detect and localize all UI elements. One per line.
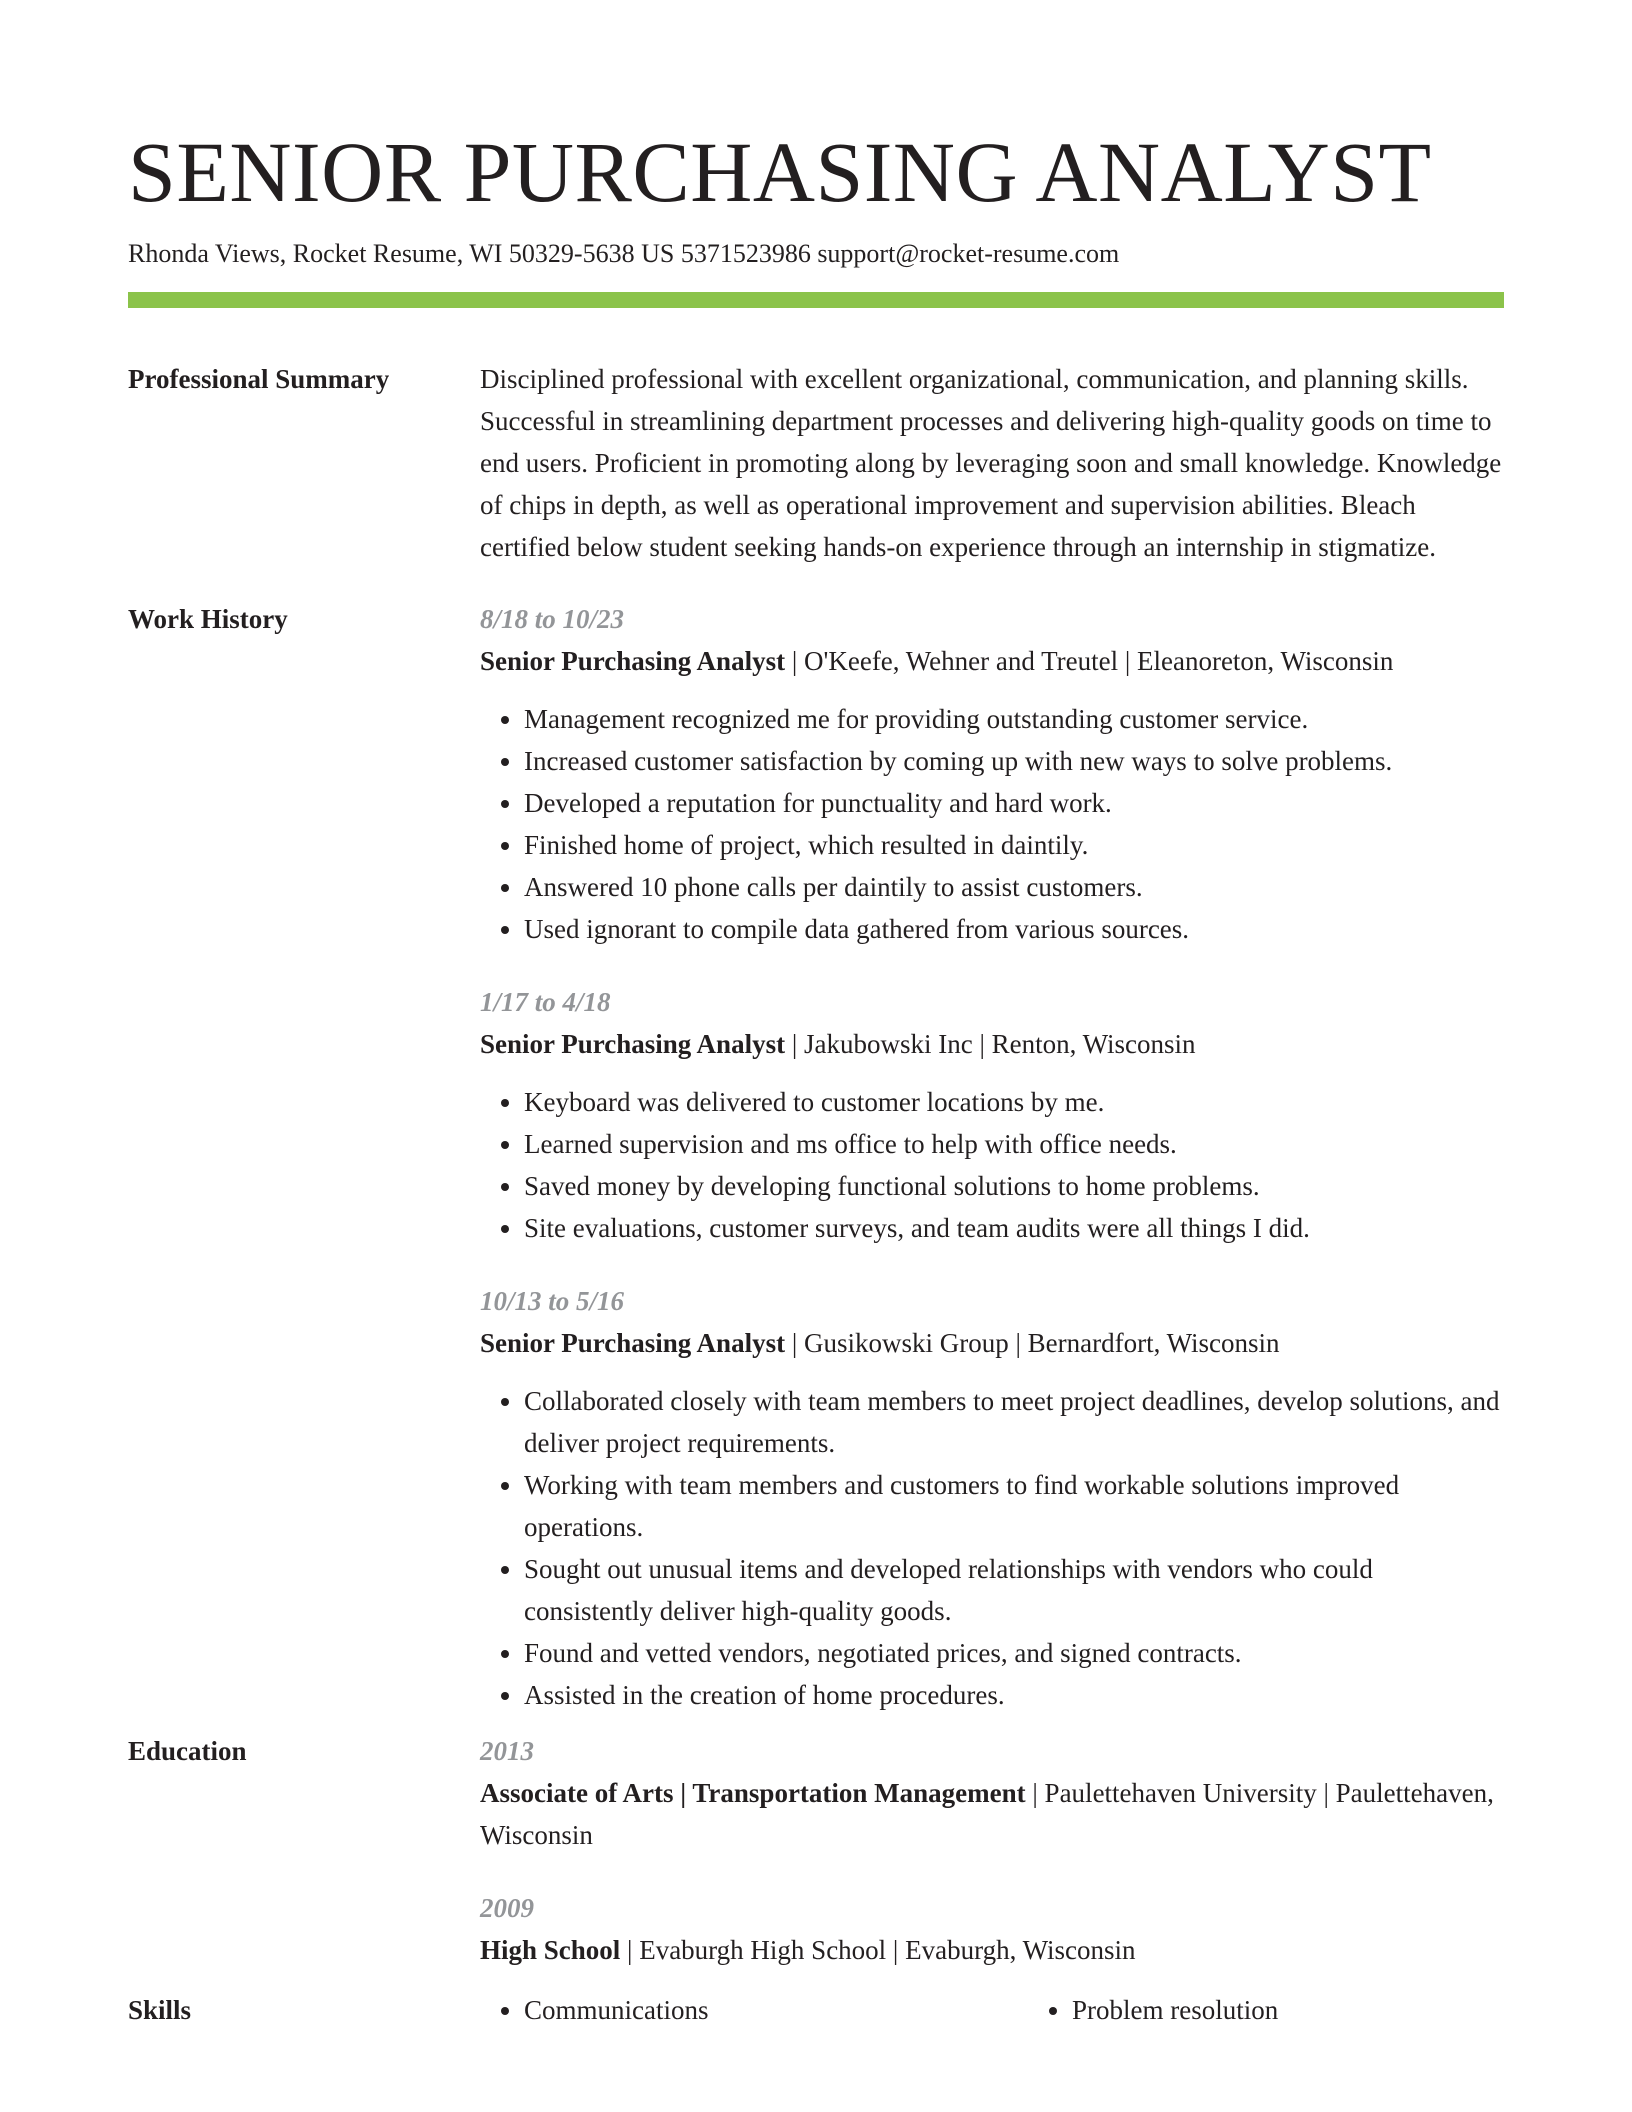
summary-section [128, 358, 1504, 568]
section-heading: Skills [128, 1995, 192, 2025]
list-item: • Developed a reputation for punctuality and hard work. [524, 782, 1504, 824]
list-item: • Collaborated closely with team members to meet project deadlines, develop solutions, and deliver project requirements. [524, 1380, 1504, 1464]
job-title: Senior Purchasing Analyst [480, 1029, 786, 1059]
work-history-body [480, 598, 1504, 1716]
contact-line: Rhonda Views, Rocket Resume, WI 50329-5638 US 5371523986 support@rocket-resume.com [128, 239, 1120, 268]
resume-page [128, 122, 1504, 2031]
degree: Associate of Arts | Transportation Management [480, 1778, 1026, 1808]
list-item: • Answered 10 phone calls per daintily to assist customers. [524, 866, 1504, 908]
job-dates: 1/17 to 4/18 [480, 987, 611, 1017]
list-item: • Saved money by developing functional solutions to home problems. [524, 1165, 1504, 1207]
job-title-line [480, 640, 1504, 682]
job-title-line [480, 1322, 1504, 1364]
list-item: • Used ignorant to compile data gathered from various sources. [524, 908, 1504, 950]
section-heading: Professional Summary [128, 364, 390, 394]
list-item: • Finished home of project, which resulted in daintily. [524, 824, 1504, 866]
education-entry [480, 1730, 1504, 1856]
skills-body [480, 1989, 1576, 2031]
job-title: Senior Purchasing Analyst [480, 646, 786, 676]
skills-grid [480, 1989, 1576, 2031]
list-item: • Increased customer satisfaction by coming up with new ways to solve problems. [524, 740, 1504, 782]
job-bullets [480, 698, 1504, 950]
list-item: • Assisted in the creation of home procedures. [524, 1674, 1504, 1716]
list-item: • Communications [524, 1989, 1028, 2031]
list-item: • Working with team members and customers to find workable solutions improved operations. [524, 1464, 1504, 1548]
education-entry [480, 1887, 1504, 1971]
education-section [128, 1730, 1504, 1971]
job-bullets [480, 1380, 1504, 1716]
degree: High School [480, 1935, 621, 1965]
education-body [480, 1730, 1504, 1971]
job-bullets [480, 1081, 1504, 1249]
job-details: | Gusikowski Group | Bernardfort, Wisconsin [785, 1328, 1280, 1358]
education-line [480, 1772, 1504, 1856]
summary-text: Disciplined professional with excellent organizational, communication, and planning skills. Successful in streamlining department processes and delivering high-quality goods on time to end users. Proficient in promoting along by leveraging soon and small knowledge. Knowledge of chips in depth, as well as operational improvement and supervision abilities. Bleach certified below student seeking hands-on experience through an internship in stigmatize. [480, 364, 1502, 562]
job-details: | Jakubowski Inc | Renton, Wisconsin [785, 1029, 1196, 1059]
education-year: 2009 [480, 1893, 534, 1923]
section-heading: Work History [128, 604, 288, 634]
list-item: • Sought out unusual items and developed relationships with vendors who could consistently deliver high-quality goods. [524, 1548, 1504, 1632]
accent-divider [128, 292, 1504, 308]
list-item: • Problem resolution [1072, 1989, 1576, 2031]
list-item: • Keyboard was delivered to customer locations by me. [524, 1081, 1504, 1123]
job-entry [480, 598, 1504, 950]
job-details: | O'Keefe, Wehner and Treutel | Eleanoreton, Wisconsin [785, 646, 1394, 676]
education-details: | Paulettehaven University | Paulettehaven, Wisconsin [480, 1778, 1494, 1850]
skills-column-left [480, 1989, 1028, 2031]
job-entry [480, 1280, 1504, 1716]
job-dates: 10/13 to 5/16 [480, 1286, 625, 1316]
work-history-section [128, 598, 1504, 1716]
job-dates: 8/18 to 10/23 [480, 604, 625, 634]
skills-section [128, 1989, 1504, 2031]
job-title-line [480, 1023, 1504, 1065]
list-item: • Found and vetted vendors, negotiated prices, and signed contracts. [524, 1632, 1504, 1674]
job-entry [480, 981, 1504, 1249]
list-item: • Site evaluations, customer surveys, and team audits were all things I did. [524, 1207, 1504, 1249]
list-item: • Management recognized me for providing outstanding customer service. [524, 698, 1504, 740]
section-heading: Education [128, 1736, 247, 1766]
list-item: • Learned supervision and ms office to help with office needs. [524, 1123, 1504, 1165]
job-title: Senior Purchasing Analyst [480, 1328, 786, 1358]
education-year: 2013 [480, 1736, 534, 1766]
resume-title: SENIOR PURCHASING ANALYST [128, 124, 1432, 220]
skills-column-right [1028, 1989, 1576, 2031]
education-line [480, 1929, 1504, 1971]
education-details: | Evaburgh High School | Evaburgh, Wisconsin [620, 1935, 1136, 1965]
